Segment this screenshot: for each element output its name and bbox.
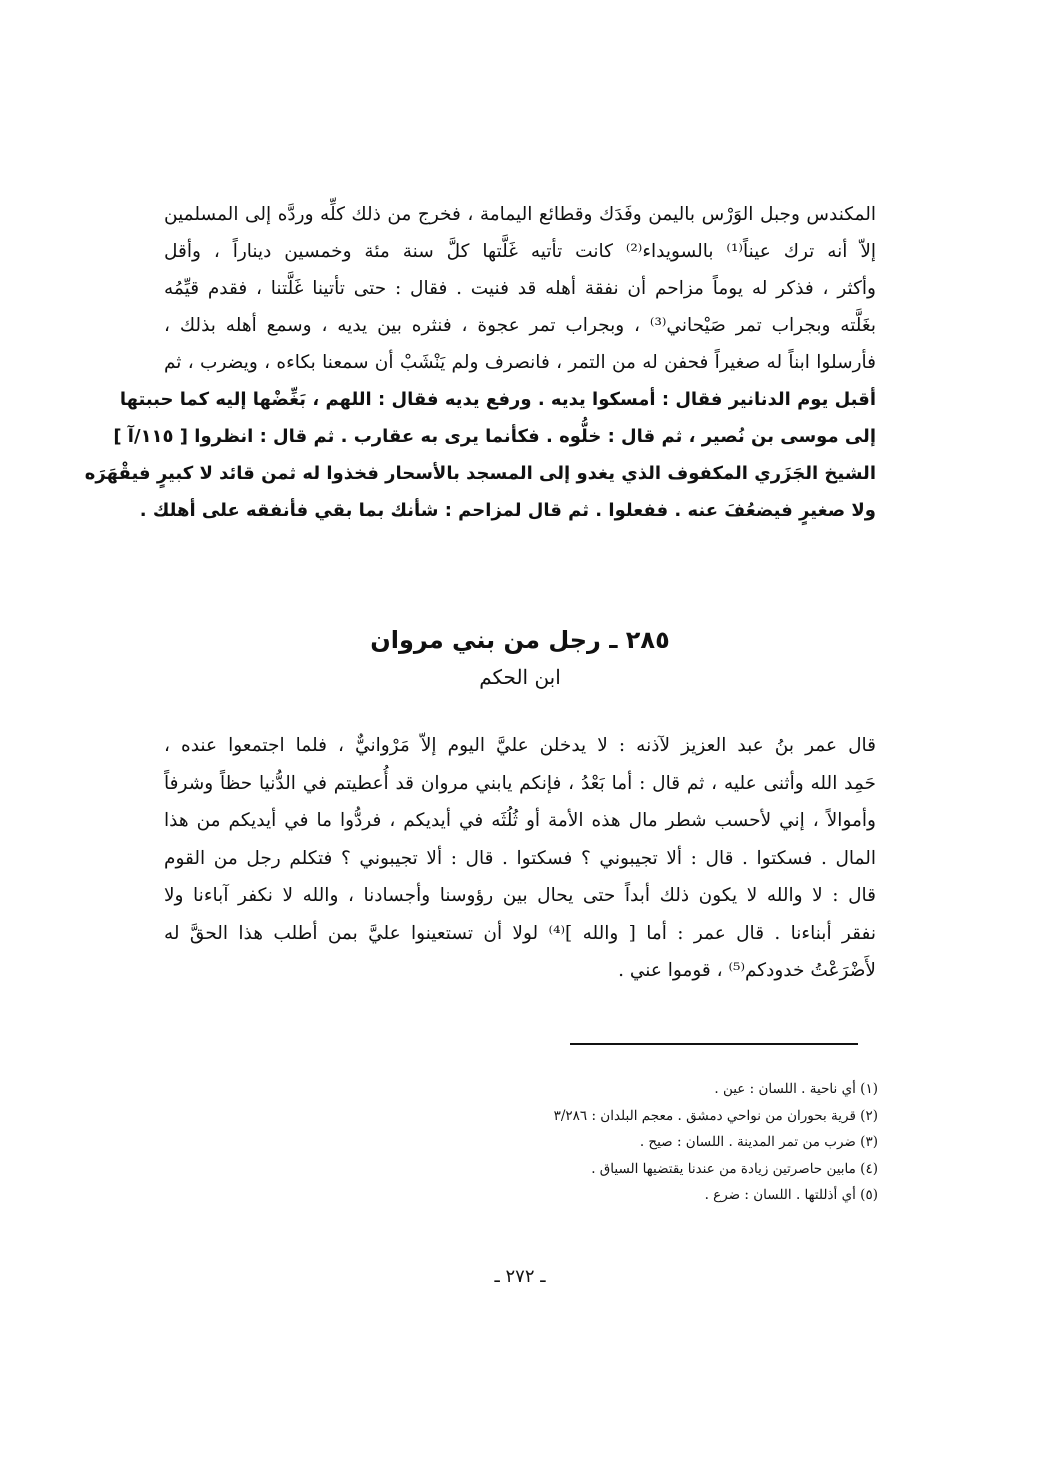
bold-text-line: إلى موسى بن نُصير ، ثم قال : خلُّوه . فكأنما يرى به عقارب . ثم قال : انظروا [ ١١٥/آ ] <box>113 426 876 447</box>
text-line: حَمِد الله وأثنى عليه ، ثم قال : أما بَعْدُ ، فإنكم يابني مروان قد أُعطيتم في الدُّنيا حظاً وشرفاً <box>164 772 876 794</box>
footnote: (٣) ضرب من تمر المدينة . اللسان : صيح . <box>639 1134 878 1150</box>
footnote: (٥) أي أذللتها . اللسان : ضرع . <box>704 1187 878 1203</box>
text-line: وأموالاً ، إني لأحسب شطر مال هذه الأمة أو ثُلُثَه في أيديكم ، فردُّوا ما في أيديكم من هذا <box>164 810 876 831</box>
biography-subtitle: ابن الحكم <box>479 665 561 689</box>
footnote: (٢) قرية بحوران من نواحي دمشق . معجم البلدان : ٣/٢٨٦ <box>553 1107 878 1124</box>
bold-text-line: الشيخ الجَزَري المكفوف الذي يغدو إلى المسجد بالأسحار فخذوا له ثمن قائد لا كبيرٍ فيقْهَرَه <box>84 463 876 484</box>
bold-text-line: أقبل يوم الدنانير فقال : أمسكوا يديه . ورفع يديه فقال : اللهم ، بَغِّضْها إليه كما حببتها <box>119 389 876 410</box>
text-line: المكندس وجبل الوَرْس باليمن وفَدَك وقطائع اليمامة ، فخرج من ذلك كلِّه وردَّه إلى المسلمين <box>164 204 876 225</box>
biography-heading <box>164 620 876 694</box>
intro-paragraph <box>84 196 877 529</box>
text-line: بغَلَّته وبجراب تمر صَيْحاني⁽³⁾ ، وبجراب تمر عجوة ، فنثره بين يديه ، وسمع أهله بذلك ، <box>164 315 876 336</box>
page-number: ـ ٢٧٢ ـ <box>494 1266 546 1287</box>
biography-paragraph <box>164 727 876 990</box>
text-line: نفقر أبناءنا . قال عمر : أما [ والله ]⁽⁴⁾ لولا أن تستعينوا عليَّ بمن أطلب هذا الحقَّ له <box>164 922 876 944</box>
biography-title: ٢٨٥ ـ رجل من بني مروان <box>370 626 670 654</box>
footnote-divider <box>570 1043 858 1045</box>
text-line: قال : لا والله لا يكون ذلك أبداً حتى يحال بين رؤوسنا وأجسادنا ، والله لا نكفر آباءنا ولا <box>164 885 876 906</box>
text-line: إلاّ أنه ترك عيناً⁽¹⁾ بالسويداء⁽²⁾ كانت تأتيه غَلَّتها كلَّ سنة مئة وخمسين ديناراً ، وأقل <box>164 241 877 262</box>
footnote: (٤) مابين حاصرتين زيادة من عندنا يقتضيها السياق . <box>591 1160 878 1177</box>
footnotes <box>330 1076 878 1209</box>
bold-text-line: ولا صغيرٍ فيضعُفَ عنه . ففعلوا . ثم قال لمزاحم : شأنك بما بقي فأنفقه على أهلك . <box>139 500 876 521</box>
text-line: لأَضْرَعْتُ خدودكم⁽⁵⁾ ، قوموا عني . <box>618 960 876 981</box>
text-line: المال . فسكتوا . قال : ألا تجيبوني ؟ فسكتوا . قال : ألا تجيبوني ؟ فتكلم رجل من القوم <box>164 847 876 869</box>
text-line: قال عمر بنُ عبد العزيز لآذنه : لا يدخلن عليَّ اليوم إلاّ مَرْوانيٌّ ، فلما اجتمعوا عنده ، <box>164 735 876 756</box>
footnote: (١) أي ناحية . اللسان : عين . <box>714 1081 878 1097</box>
text-line: وأكثر ، فذكر له يوماً مزاحم أن نفقة أهله قد فنيت . فقال : حتى تأتينا غَلَّتنا ، فقدم قيِّمُه <box>164 278 876 299</box>
text-line: فأرسلوا ابناً له صغيراً فحفن له من التمر ، فانصرف ولم يَنْشَبْ أن سمعنا بكاءه ، ويضرب ، ثم <box>164 352 876 373</box>
